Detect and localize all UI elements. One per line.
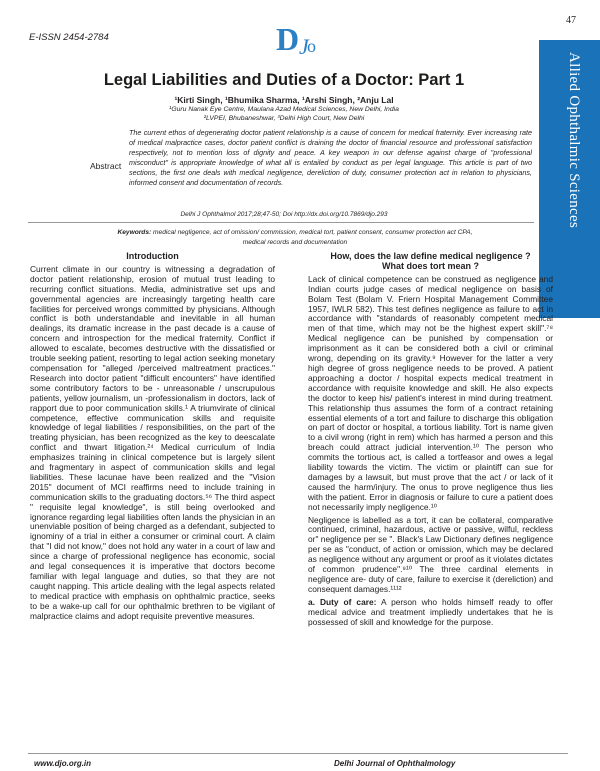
journal-section-title: Allied Ophthalmic Sciences: [566, 52, 582, 229]
issn: E-ISSN 2454-2784: [29, 32, 109, 43]
negligence-paragraph-2: Negligence is labelled as a tort, it can be collateral, comparative continued, criminal, hazardous, active or passive, wilful, reckless or" negligence per se ". Black's Law Dictionary defines negligence per se as "conduct, of action or omission, which may be declared as negligence without any argument or proof as it violates dictates of common prudence".⁹¹⁰ The three cardinal elements in negligence are- duty of care, failure to exercise it (dereliction) and consequent damages.¹¹¹²: [308, 514, 553, 594]
svg-text:o: o: [307, 36, 316, 56]
negligence-heading: How, does the law define medical negligence ?: [330, 252, 531, 261]
footer-website: www.djo.org.in: [34, 759, 92, 768]
right-column: [308, 252, 553, 757]
footer-journal: Delhi Journal of Ophthalmology: [334, 759, 456, 768]
introduction-heading: Introduction: [126, 252, 179, 261]
journal-logo: [274, 16, 324, 62]
introduction-paragraph: Current climate in our country is witnessing a degradation of doctor patient relationship, erosion of mutual trust leading to recurring conflict situations. Media, administrative set ups and governmental agencies are increasingly targeting health care facilities for perceived wrongs committed by physicians. Although conflict is both understandable and inevitable in all human dealings, its dramatic increase in the past decade is a cause of concern and introspection for the medical fraternity. Conflict if allowed to escalate, becomes destructive with the dissatisfied or trouble seeking patient, resorting to legal action seeking monetary compensation for "alleged /perceived maltreatment practices." Research into doctor patient "difficult encounters" have identified some contributory factors to be - unreasonable / unscrupulous patients, yellow journalism, un -professionalism in doctors, lack of rapport due to poor communication skills.¹ A triumvirate of clinical competence, effective communication skills and requisite knowledge of legal liabilities / responsibilities, on the part of the treating physician, has been recognized as the key to deescalate conflict and thwart litigation.²⁴ Medical curriculum of India emphasizes training in clinical competence but is largely silent and fragmentary in aspect of communication skills and legal liabilities. These lacunae have been realized and the "Vision 2015" document of MCI reaffirms need to include training in communication skills to the graduating doctors.⁵⁶ The third aspect " requisite legal knowledge", is still being overlooked and ignorance regarding legal liabilities often lands the physician in an unenviable position of being charged as a defendant, subjected to ignominy of a trial in either a consumer or criminal court. A claim that "I did not know," does not hold any water in a court of law and since a charge of professional negligence has economic, social and legal consequences it is imperative that doctors become familiar with legal language and duties, so that they are not caught napping. This article dealing with the legal aspects related to medical practice with emphasis on ophthalmic practice, seeks to be a wake-up call for our ophthalmic brethren to be vigilant of malpractice claims and adopt requisite preventive measures.: [30, 263, 275, 621]
citation: Delhi J Ophthalmol 2017;28;47-50; Doi http://dx.doi.org/10.7869/djo.293: [180, 211, 388, 218]
svg-text:D: D: [276, 21, 300, 57]
svg-text:J: J: [299, 34, 309, 59]
keywords: [110, 228, 480, 247]
duty-of-care-text: A person who holds himself ready to offer medical advice and treatment impliedly undertakes that he is possessed of skill and knowledge for the purpose.: [308, 596, 553, 627]
article-authors: ¹Kirti Singh, ¹Bhumika Sharma, ¹Arshi Singh, ²Anju Lal: [174, 95, 394, 105]
keywords-label: Keywords:: [117, 229, 152, 236]
abstract-text: The current ethos of degenerating doctor patient relationship is a cause of concern for medical fraternity. Ever increasing rate of medical malpractice cases, doctor patient conflict is draining the doctor of financial resource and professional satisfaction respectively, not to mention loss of dignity and peace. A key weapon in our defense against charge of "professional misconduct" is appropriate knowledge of what all is entailed by conduct as per legal language. This article is part of two sections, the first one deals with medical negligence, dereliction of duty, consumer protection act in relation to physicians, informed consent and documentation of records.: [129, 128, 532, 187]
left-column: [30, 252, 275, 752]
affiliation-2: ²LVPEI, Bhubaneshwar, ³Delhi High Court, New Delhi: [203, 115, 365, 122]
duty-of-care-paragraph: [308, 598, 553, 628]
article-title: Legal Liabilities and Duties of a Doctor: Part 1: [103, 71, 465, 89]
page-number: 47: [566, 15, 576, 26]
footer-divider: [28, 753, 568, 754]
affiliation-1: ¹Guru Nanak Eye Centre, Maulana Azad Medical Sciences, New Delhi, India: [169, 106, 399, 113]
abstract-label: Abstract: [90, 161, 122, 171]
divider: [28, 222, 534, 223]
negligence-paragraph-1: Lack of clinical competence can be construed as negligence and Indian courts judge cases of medical negligence on basis of Bolam Test (Bolam V. Friern Hospital Management Committee 1957, IWLR 582). This test defines negligence as failure to act in accordance with "standards of reasonably competent medical men of that time, which may not be the highest expert skill".⁷⁸ Medical negligence can be punished by compensation or imprisonment as it can be considered both a civil or criminal wrong, depending on its gravity.⁹ However for the latter a very high degree of gross negligence needs to be proved. A patient approaching a doctor / hospital expects medical treatment in accordance with requisite knowledge and skill. He also expects the doctor to keep his/ patient's interest in mind during treatment. This relationship thus assumes the form of a contract retaining essential elements of a tort and failure to discharge this obligation on part of doctor or hospital, a tortious liability. Tort is name given to a civil wrong (right in rem) which has harmed a person and this breach could attract judicial intervention.¹⁰ The person who commits the tortious act, is called a tortfeasor and owes a legal liability towards the victim. The victim or plaintiff can sue for damages by a lawsuit, but must prove that the act / or lack of it caused the harm/injury. The onus to prove negligence thus lies with the patient. Error in diagnosis or failure to cure a patient does not necessarily imply negligence.¹⁰: [308, 273, 553, 512]
duty-of-care-label: a. Duty of care:: [308, 596, 377, 607]
keywords-text: medical negligence, act of omission/ commission, medical tort, patient consent, consumer protection act CPA, medical records and documentation: [153, 229, 473, 246]
tort-heading: What does tort mean ?: [381, 260, 479, 271]
